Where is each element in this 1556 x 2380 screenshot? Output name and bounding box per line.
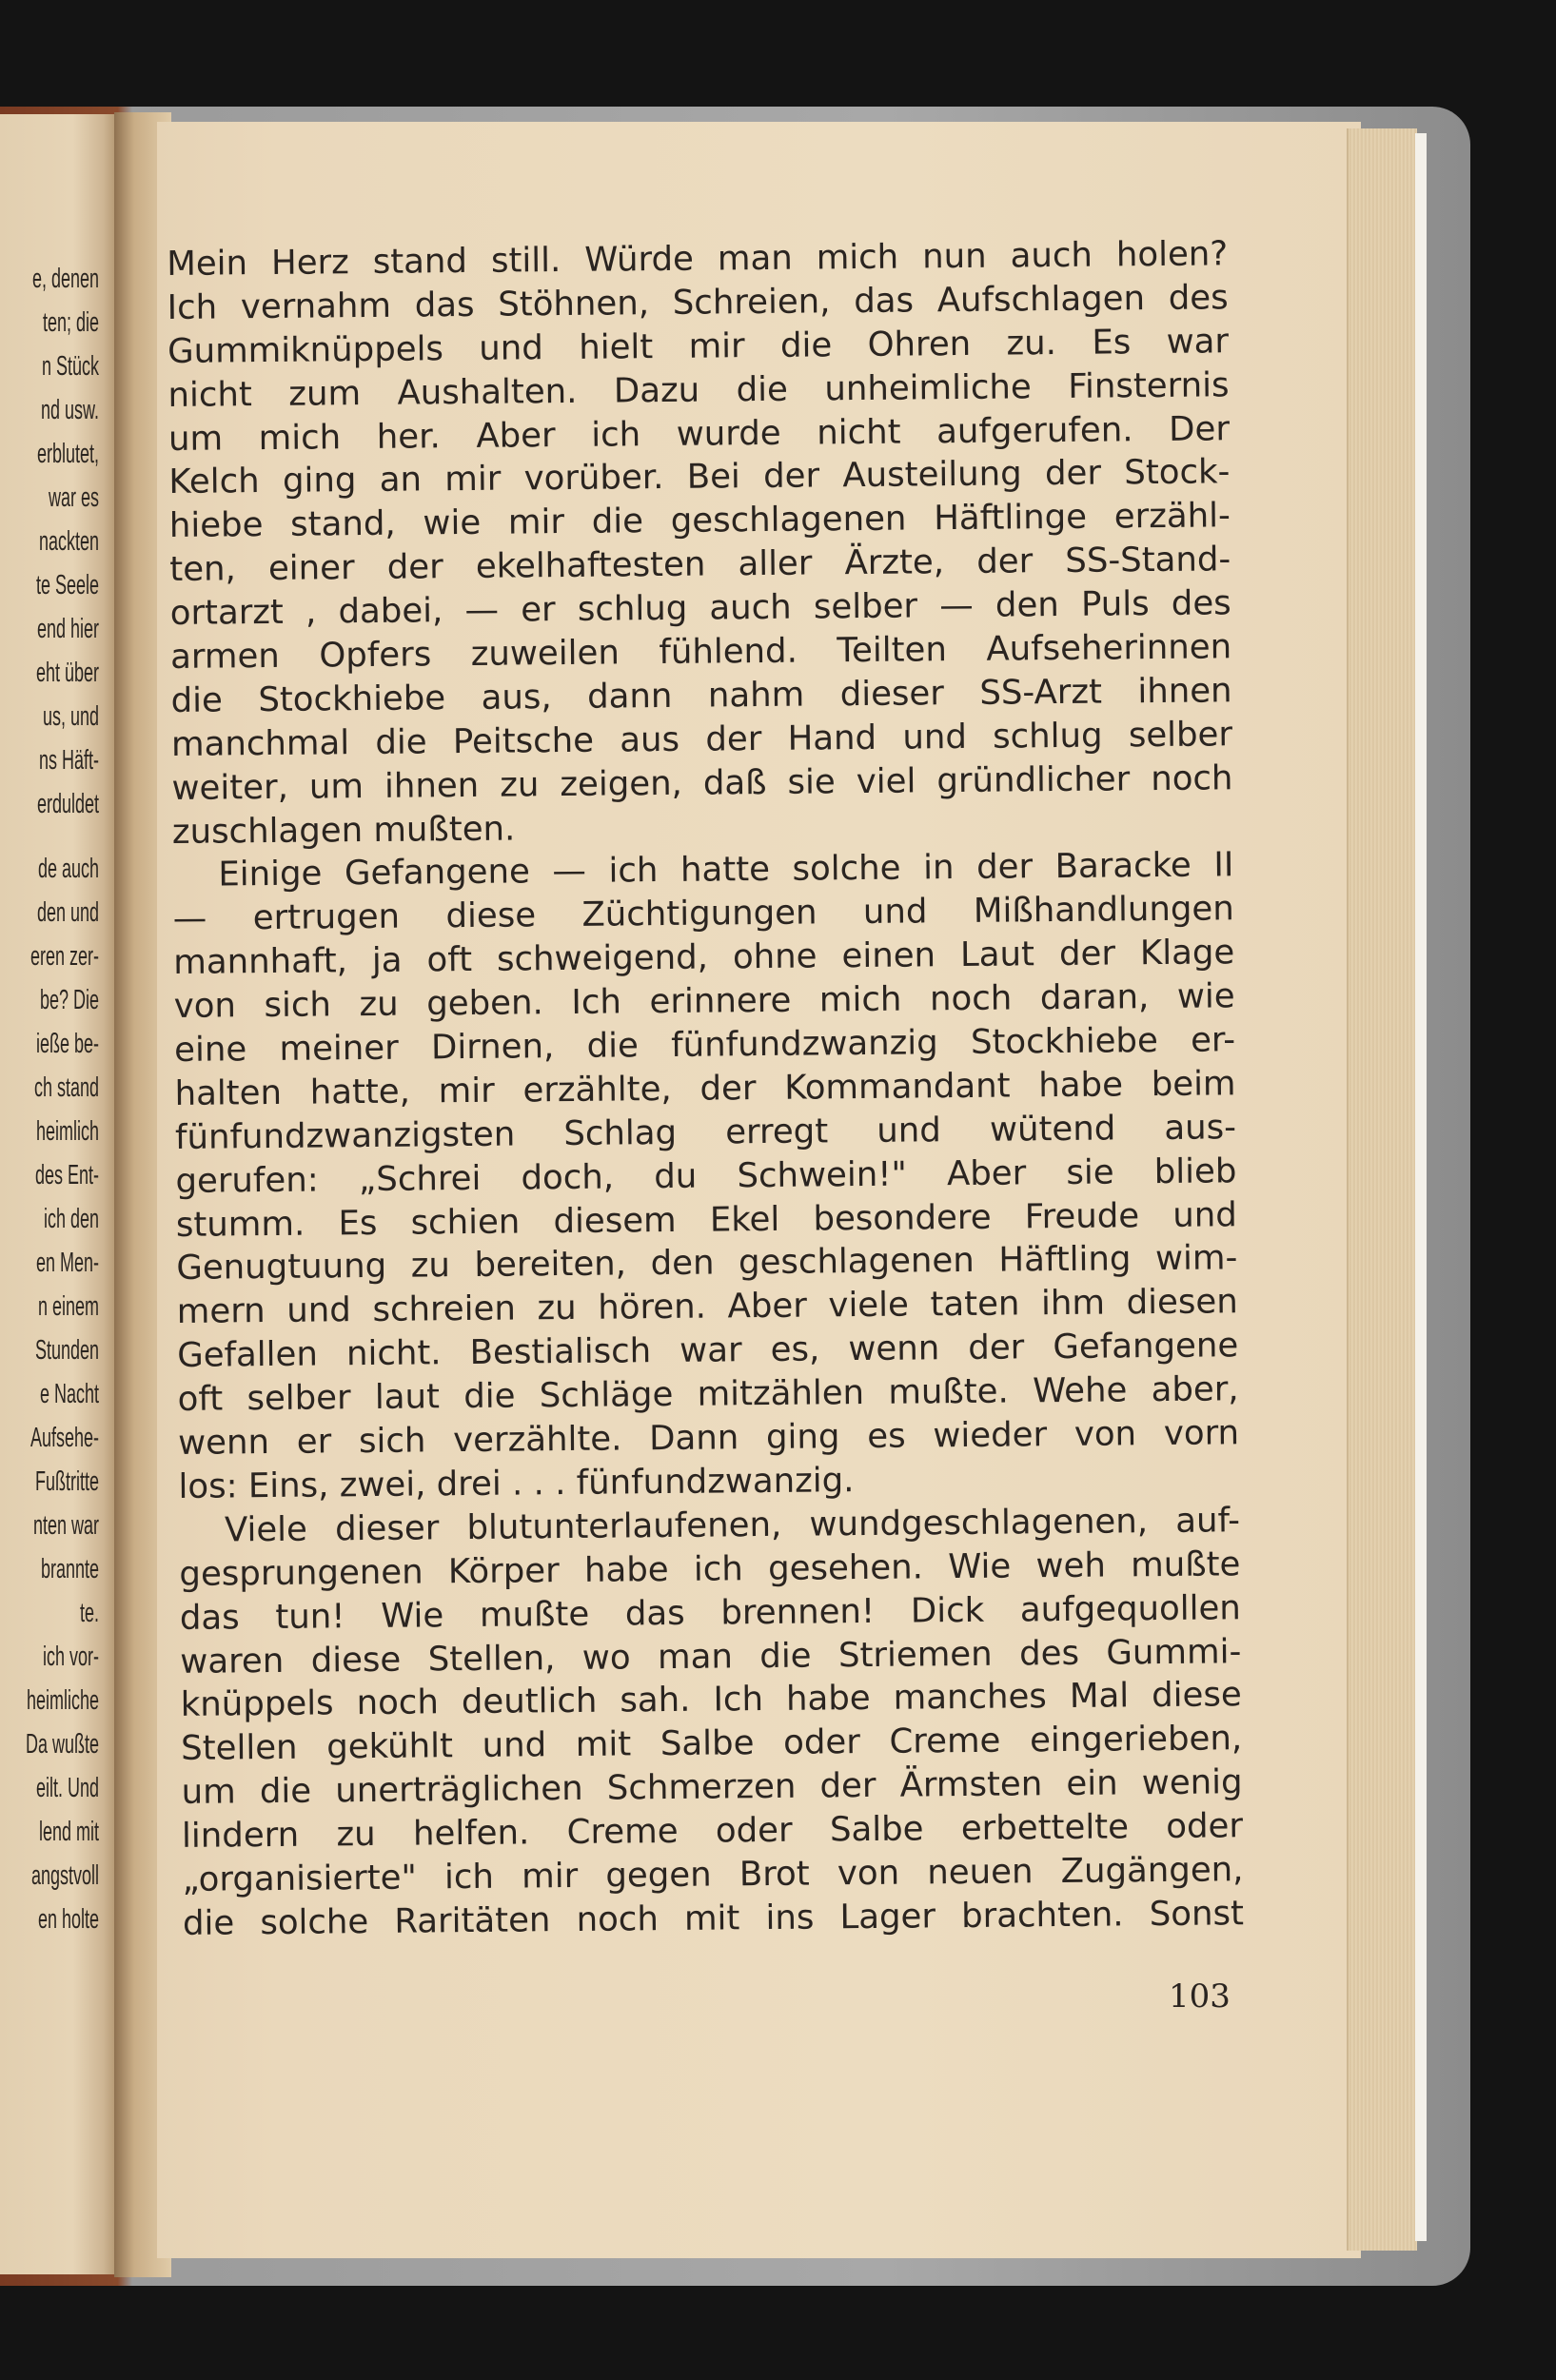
main-text-block: [167, 232, 1244, 1945]
left-page-fragment: erduldet: [37, 789, 99, 819]
text-line: nicht zum Aushalten. Dazu die unheimliche Finsternis: [167, 364, 1230, 415]
text-line: Viele dieser blutunterlaufenen, wundgeschlagenen, auf-: [224, 1501, 1241, 1550]
left-page-fragment: eilt. Und: [36, 1773, 99, 1803]
left-page-fragment: angstvoll: [31, 1860, 99, 1891]
text-line: Stellen gekühlt und mit Salbe oder Creme eingerieben,: [180, 1719, 1243, 1769]
text-line: gerufen: „Schrei doch, du Schwein!" Aber sie blieb: [175, 1151, 1237, 1201]
text-line: die solche Raritäten noch mit ins Lager brachten. Sonst: [182, 1894, 1245, 1943]
left-page-fragment: ch stand: [34, 1072, 99, 1103]
text-line: armen Opfers zuweilen fühlend. Teilten Aufseherinnen: [169, 627, 1232, 677]
page-edges: [1347, 128, 1417, 2251]
text-line: mern und schreien zu hören. Aber viele taten ihm diesen: [176, 1282, 1238, 1332]
text-line: zuschlagen mußten.: [171, 809, 516, 852]
left-page-fragment: ten; die: [43, 307, 99, 338]
left-page-fragment: eren zer-: [30, 941, 99, 972]
text-line: Mein Herz stand still. Würde man mich nun auch holen?: [167, 234, 1229, 284]
left-page-fragment: brannte: [41, 1554, 99, 1584]
left-page-text-fragments: [0, 257, 99, 1941]
left-page-fragment: n Stück: [42, 351, 99, 382]
left-page-fragment: nten war: [33, 1510, 99, 1541]
text-line: wenn er sich verzählte. Dann ging es wieder von vorn: [177, 1413, 1240, 1463]
paragraph-gap: [0, 826, 99, 847]
text-line: halten hatte, mir erzählte, der Kommandant habe beim: [174, 1064, 1236, 1113]
left-page-fragment: end hier: [37, 614, 99, 644]
left-page-fragment: be? Die: [40, 985, 99, 1015]
text-line: weiter, um ihnen zu zeigen, daß sie viel gründlicher noch: [171, 757, 1233, 808]
left-page-fragment: te Seele: [36, 570, 99, 600]
text-line: um mich her. Aber ich wurde nicht aufgerufen. Der: [167, 408, 1231, 459]
text-line: — ertrugen diese Züchtigungen und Mißhandlungen: [172, 889, 1234, 939]
paragraph: [179, 1499, 1244, 1946]
left-page-fragment: n einem: [38, 1291, 99, 1322]
left-page-fragment: Stunden: [35, 1335, 99, 1366]
text-line: fünfundzwanzigsten Schlag erregt und wütend aus-: [174, 1108, 1237, 1157]
left-page-fragment: e Nacht: [40, 1379, 99, 1409]
text-line: Gummiknüppels und hielt mir die Ohren zu. Es war: [167, 322, 1230, 371]
paragraph: [172, 844, 1240, 1509]
text-line: hiebe stand, wie mir die geschlagenen Häftlinge erzähl-: [168, 496, 1231, 546]
text-line: die Stockhiebe aus, dann nahm dieser SS-Arzt ihnen: [170, 671, 1232, 720]
text-line: ortarzt , dabei, — er schlug auch selber — den Puls des: [169, 583, 1231, 634]
text-line: manchmal die Peitsche aus der Hand und schlug selber: [170, 715, 1233, 764]
text-line: mannhaft, ja oft schweigend, ohne einen Laut der Klage: [173, 933, 1235, 983]
left-page-fragment: e, denen: [32, 264, 99, 294]
text-line: eine meiner Dirnen, die fünfundzwanzig Stockhiebe er-: [173, 1020, 1236, 1070]
text-line: Genugtuung zu bereiten, den geschlagenen Häftling wim-: [176, 1238, 1238, 1288]
left-page-fragment: te.: [80, 1598, 99, 1628]
left-page-fragment: Da wußte: [26, 1729, 99, 1760]
text-line: von sich zu geben. Ich erinnere mich noch daran, wie: [173, 976, 1235, 1027]
text-line: ten, einer der ekelhaftesten aller Ärzte, der SS-Stand-: [169, 540, 1231, 590]
left-page-fragment: nackten: [39, 526, 99, 557]
left-page: [0, 114, 122, 2274]
left-page-fragment: ich den: [44, 1204, 99, 1234]
text-line: lindern zu helfen. Creme oder Salbe erbettelte oder: [181, 1806, 1244, 1856]
text-line: gesprungenen Körper habe ich gesehen. Wie weh mußte: [179, 1544, 1241, 1594]
left-page-fragment: erblutet,: [37, 439, 99, 469]
text-line: Kelch ging an mir vorüber. Bei der Austeilung der Stock-: [168, 452, 1231, 502]
left-page-fragment: war es: [49, 482, 99, 513]
text-line: los: Eins, zwei, drei . . . fünfundzwanzig.: [178, 1461, 855, 1506]
left-page-fragment: eht über: [36, 658, 99, 688]
left-page-fragment: des Ent-: [35, 1160, 100, 1190]
left-page-fragment: lend mit: [39, 1817, 99, 1847]
left-page-fragment: Aufsehe-: [30, 1423, 100, 1453]
left-page-fragment: heimliche: [27, 1685, 100, 1716]
text-line: um die unerträglichen Schmerzen der Ärmsten ein wenig: [181, 1762, 1243, 1813]
left-page-fragment: heimlich: [36, 1116, 99, 1147]
paragraph: [167, 232, 1233, 854]
text-line: oft selber laut die Schläge mitzählen mußte. Wehe aber,: [177, 1369, 1239, 1420]
page-number: 103: [1169, 1977, 1231, 2016]
text-line: Ich vernahm das Stöhnen, Schreien, das Aufschlagen des: [167, 278, 1229, 327]
left-page-fragment: en Men-: [36, 1248, 99, 1278]
left-page-fragment: ieße be-: [36, 1029, 99, 1059]
text-line: waren diese Stellen, wo man die Striemen des Gummi-: [180, 1631, 1242, 1682]
left-page-fragment: ich vor-: [43, 1642, 99, 1672]
left-page-fragment: den und: [37, 897, 99, 928]
left-page-fragment: nd usw.: [41, 395, 99, 425]
left-page-fragment: us, und: [43, 701, 99, 732]
left-page-fragment: en holte: [38, 1904, 99, 1935]
text-line: das tun! Wie mußte das brennen! Dick aufgequollen: [179, 1587, 1242, 1638]
text-line: stumm. Es schien diesem Ekel besondere Freude und: [175, 1194, 1238, 1245]
page-white-edge: [1415, 133, 1427, 2241]
left-page-fragment: de auch: [38, 854, 99, 884]
text-line: „organisierte" ich mir gegen Brot von neuen Zugängen,: [182, 1850, 1244, 1899]
text-line: Einige Gefangene — ich hatte solche in der Baracke II: [218, 845, 1234, 895]
left-page-fragment: Fußtritte: [35, 1466, 99, 1497]
text-line: knüppels noch deutlich sah. Ich habe manches Mal diese: [180, 1675, 1242, 1725]
text-line: Gefallen nicht. Bestialisch war es, wenn der Gefangene: [177, 1326, 1239, 1376]
left-page-fragment: ns Häft-: [39, 745, 99, 776]
